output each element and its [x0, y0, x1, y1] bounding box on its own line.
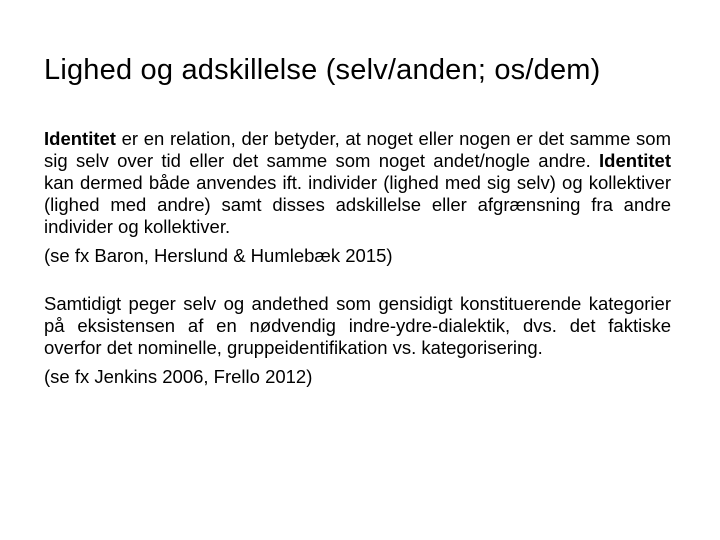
term-identitet-2: Identitet — [599, 150, 671, 171]
spacer — [44, 267, 671, 293]
paragraph-identity — [44, 128, 671, 238]
paragraph-identity-text-1: er en relation, der betyder, at noget eller nogen er det samme som sig selv over tid eller det samme som noget andet/nogle andre. — [44, 128, 671, 171]
reference-baron: (se fx Baron, Herslund & Humlebæk 2015) — [44, 245, 393, 266]
slide-title: Lighed og adskillelse (selv/anden; os/dem) — [44, 54, 601, 86]
paragraph-selv-andethed: Samtidigt peger selv og andethed som gensidigt konstituerende kategorier på eksistensen af en nødvendig indre-ydre-dialektik, dvs. det faktiske overfor det nominelle, gruppeidentifikation vs. kategorisering. — [44, 293, 671, 358]
reference-jenkins: (se fx Jenkins 2006, Frello 2012) — [44, 366, 313, 387]
term-identitet: Identitet — [44, 128, 116, 149]
paragraph-identity-text-2: kan dermed både anvendes ift. individer (lighed med sig selv) og kollektiver (lighed med andre) samt disses adskillelse eller afgrænsning fra andre individer og kollektiver. — [44, 172, 671, 237]
slide-body — [44, 128, 671, 388]
